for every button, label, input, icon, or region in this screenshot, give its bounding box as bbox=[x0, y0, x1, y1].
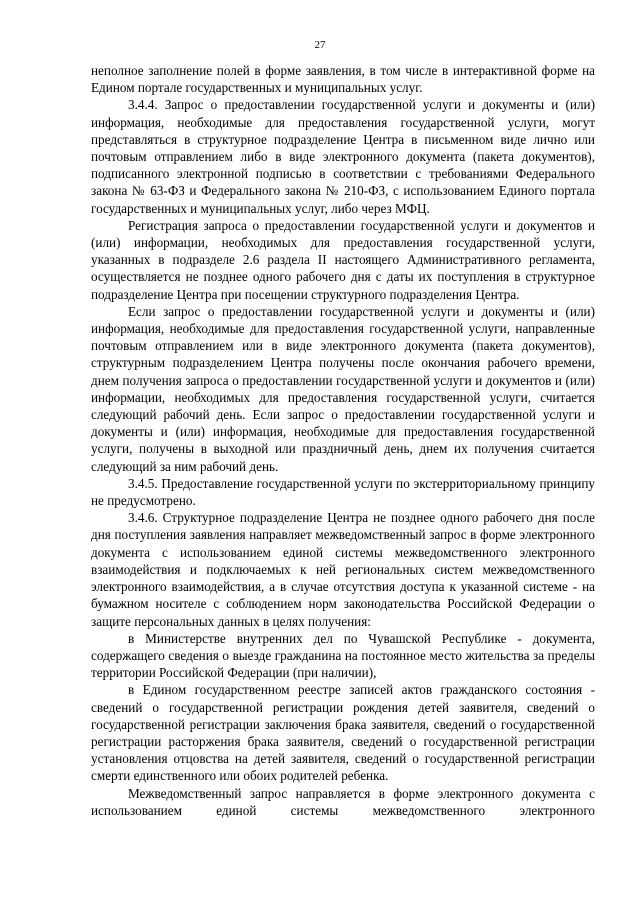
paragraph: Регистрация запроса о предоставлении государственной услуги и документов и (или) информации, необходимых для предоставления государственной услуги, указанных в подразделе 2.6 раздела II настоящего Административного регламента, осуществляется не позднее одного рабочего дня с даты их поступления в структурное подразделение Центра при посещении структурного подразделения Центра. bbox=[91, 217, 595, 302]
page-number: 27 bbox=[314, 39, 326, 51]
paragraph: Если запрос о предоставлении государственной услуги и документы и (или) информация, необходимые для предоставления государственной услуги, направленные почтовым отправлением или в виде электронного документа (пакета документов), структурным подразделением Центра получены после окончания рабочего времени, днем получения запроса о предоставлении государственной услуги и документов и (или) информации, необходимых для предоставления государственной услуги, считается следующий рабочий день. Если запрос о предоставлении государственной услуги и документы и (или) информация, необходимые для предоставления государственной услуги, получены в выходной или праздничный день, днем их получения считается следующий за ним рабочий день. bbox=[91, 303, 595, 474]
paragraph: 3.4.4. Запрос о предоставлении государственной услуги и документы и (или) информация, необходимые для предоставления государственной услуги, могут представляться в структурное подразделение Центра в письменном виде лично или почтовым отправлением либо в виде электронного документа (пакета документов), подписанного электронной подписью в соответствии с требованиями Федерального закона № 63-ФЗ и Федерального закона № 210-ФЗ, с использованием Единого портала государственных и муниципальных услуг, либо через МФЦ. bbox=[91, 97, 595, 216]
paragraph: неполное заполнение полей в форме заявления, в том числе в интерактивной форме на Едином портале государственных и муниципальных услуг. bbox=[91, 63, 595, 96]
paragraph: 3.4.6. Структурное подразделение Центра не позднее одного рабочего дня после дня поступления заявления направляет межведомственный запрос в форме электронного документа с использованием единой системы межведомственного электронного взаимодействия и подключаемых к ней региональных систем межведомственного электронного взаимодействия, а в случае отсутствия доступа к указанной системе - на бумажном носителе с соблюдением норм законодательства Российской Федерации о защите персональных данных в целях получения: bbox=[91, 510, 595, 629]
paragraph: Межведомственный запрос направляется в форме электронного документа с использованием единой системы межведомственного электронного bbox=[91, 785, 595, 818]
paragraph: в Министерстве внутренних дел по Чувашской Республике - документа, содержащего сведения о выезде гражданина на постоянное место жительства за пределы территории Российской Федерации (при наличии), bbox=[91, 630, 595, 681]
paragraph: в Едином государственном реестре записей актов гражданского состояния - сведений о государственной регистрации рождения детей заявителя, сведений о государственной регистрации заключения брака заявителя, сведений о государственной регистрации расторжения брака заявителя, сведений о государственной регистрации установления отцовства на детей заявителя, сведений о государственной регистрации смерти единственного или обоих родителей ребенка. bbox=[91, 682, 595, 784]
document-body bbox=[91, 62, 595, 819]
paragraph: 3.4.5. Предоставление государственной услуги по экстерриториальному принципу не предусмотрено. bbox=[91, 475, 595, 509]
